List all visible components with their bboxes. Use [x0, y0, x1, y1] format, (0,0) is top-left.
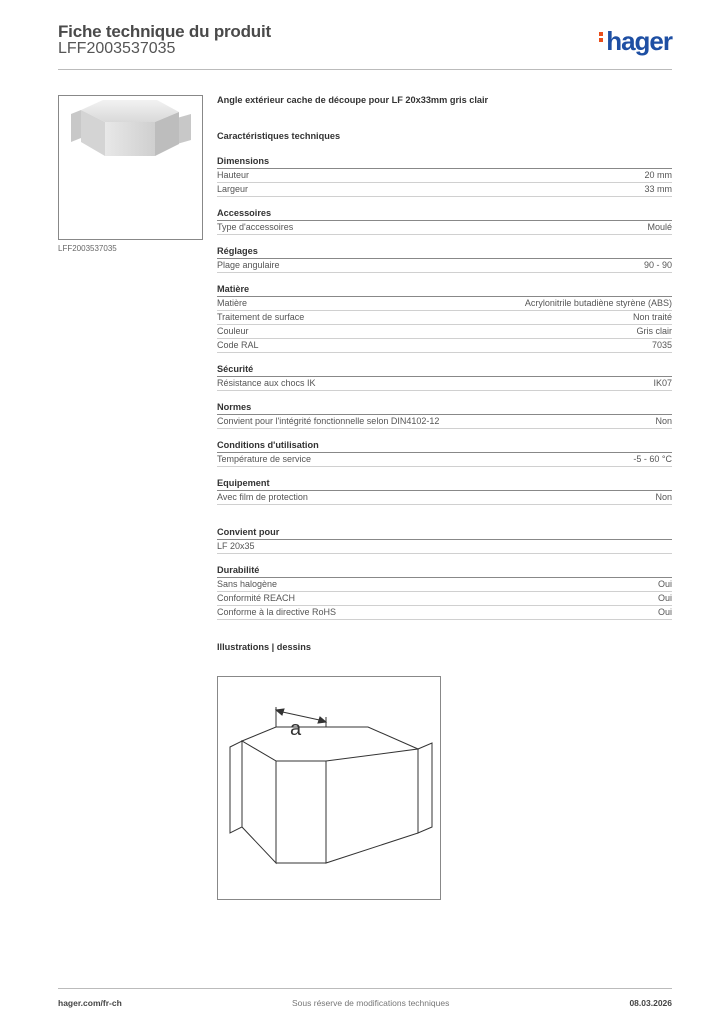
spec-label: Conforme à la directive RoHS [217, 607, 337, 617]
spec-row [217, 339, 672, 353]
section-title: Accessoires [217, 208, 672, 221]
spec-row [217, 377, 672, 391]
section-accessories [217, 208, 672, 235]
spec-row [217, 221, 672, 235]
footer-disclaimer: Sous réserve de modifications techniques [292, 998, 450, 1008]
spec-value: 33 mm [644, 184, 672, 194]
section-dimensions [217, 156, 672, 197]
spec-row [217, 540, 672, 554]
product-title: Angle extérieur cache de découpe pour LF 20x33mm gris clair [217, 95, 489, 105]
footer-date: 08.03.2026 [629, 998, 672, 1008]
spec-value: Non traité [632, 312, 672, 322]
spec-row [217, 606, 672, 620]
section-equipment [217, 478, 672, 505]
illustrations-heading: Illustrations | dessins [217, 642, 311, 652]
spec-row [217, 453, 672, 467]
spec-label: Type d'accessoires [217, 222, 294, 232]
section-standards [217, 402, 672, 429]
spec-label: Conformité REACH [217, 593, 296, 603]
spec-row [217, 325, 672, 339]
spec-value: Oui [657, 593, 672, 603]
spec-row [217, 578, 672, 592]
spec-label: LF 20x35 [217, 541, 255, 551]
spec-label: Sans halogène [217, 579, 278, 589]
section-title: Equipement [217, 478, 672, 491]
spec-label: Code RAL [217, 340, 259, 350]
footer-website-link[interactable]: hager.com/fr-ch [58, 998, 122, 1008]
corner-drawing-icon [218, 677, 440, 899]
product-reference: LFF2003537035 [58, 40, 176, 57]
footer-divider [58, 988, 672, 989]
specifications [217, 95, 672, 652]
section-title: Dimensions [217, 156, 672, 169]
technical-heading: Caractéristiques techniques [217, 131, 341, 141]
hager-logo [599, 26, 672, 57]
spec-label: Plage angulaire [217, 260, 280, 270]
spec-label: Largeur [217, 184, 249, 194]
spec-label: Couleur [217, 326, 249, 336]
spec-label: Hauteur [217, 170, 250, 180]
spec-label: Convient pour l'intégrité fonctionnelle selon DIN4102-12 [217, 416, 440, 426]
section-title: Convient pour [217, 527, 672, 540]
spec-value: 20 mm [644, 170, 672, 180]
spec-label: Résistance aux chocs IK [217, 378, 316, 388]
page-title: Fiche technique du produit [58, 22, 271, 41]
spec-row [217, 259, 672, 273]
product-photo [58, 95, 203, 240]
section-sustainability [217, 565, 672, 620]
section-title: Conditions d'utilisation [217, 440, 672, 453]
spec-value: Oui [657, 579, 672, 589]
spec-row [217, 592, 672, 606]
spec-value: Gris clair [636, 326, 672, 336]
header-divider [58, 69, 672, 70]
section-material [217, 284, 672, 353]
spec-value: 7035 [651, 340, 672, 350]
spec-label: Température de service [217, 454, 312, 464]
spec-value: Oui [657, 607, 672, 617]
section-title: Sécurité [217, 364, 672, 377]
section-title: Durabilité [217, 565, 672, 578]
photo-caption: LFF2003537035 [58, 244, 117, 253]
section-title: Normes [217, 402, 672, 415]
spec-label: Traitement de surface [217, 312, 305, 322]
spec-row [217, 415, 672, 429]
spec-row [217, 297, 672, 311]
technical-drawing [217, 676, 441, 900]
section-title: Matière [217, 284, 672, 297]
section-conditions [217, 440, 672, 467]
spec-row [217, 169, 672, 183]
dimension-label: a [290, 718, 302, 740]
spec-row [217, 311, 672, 325]
logo-text: hager [606, 26, 672, 56]
spec-value: Non [655, 416, 672, 426]
spec-value: 90 - 90 [643, 260, 672, 270]
spec-label: Matière [217, 298, 248, 308]
spec-row [217, 491, 672, 505]
product-photo-icon [59, 96, 202, 239]
spec-value: Non [655, 492, 672, 502]
spec-value: Acrylonitrile butadiène styrène (ABS) [524, 298, 672, 308]
spec-value: -5 - 60 °C [633, 454, 672, 464]
spec-label: Avec film de protection [217, 492, 308, 502]
spec-row [217, 183, 672, 197]
section-suitable-for [217, 527, 672, 554]
logo-dots-icon [599, 32, 604, 44]
section-settings [217, 246, 672, 273]
spec-value: Moulé [647, 222, 672, 232]
section-title: Réglages [217, 246, 672, 259]
spec-value: IK07 [653, 378, 672, 388]
section-safety [217, 364, 672, 391]
